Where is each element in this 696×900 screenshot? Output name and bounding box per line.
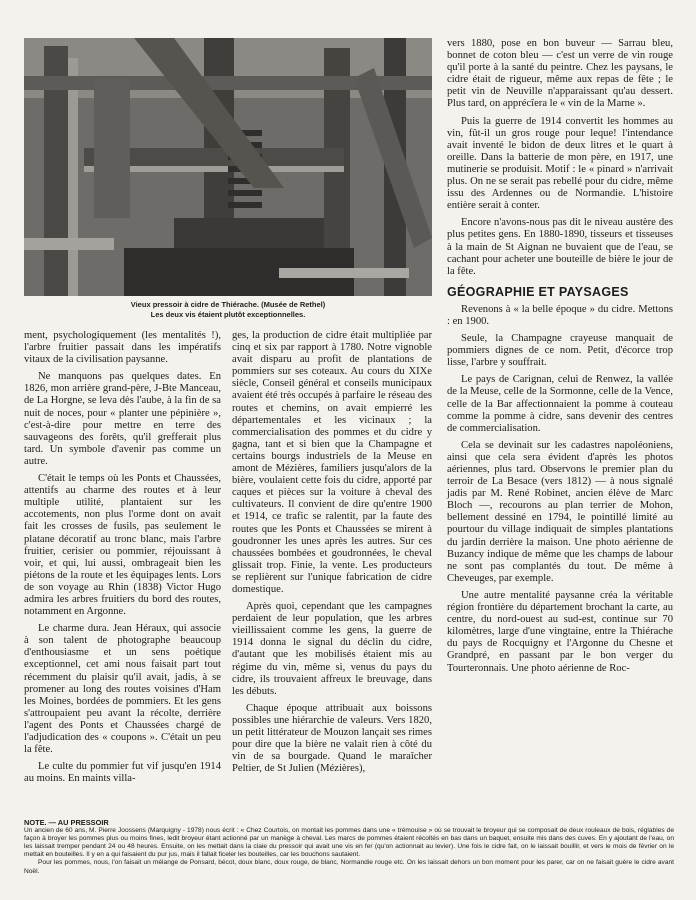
cider-press-photo	[24, 38, 432, 296]
paragraph: Le culte du pommier fut vif jusqu'en 1914 au moins. En maints villa-	[24, 761, 221, 785]
footnote-paragraph: Un ancien de 60 ans, M. Pierre Joossens (Marquigny - 1978) nous écrit : « Chez Courtois, on montait les pommes dans une « trémouise » où se trouvait le broyeur qui se composait de deux rouleaux de bois, réglables de façon à broyer les pommes plus ou moins fines, ledit broyeur étant actionné par un manège à cheval. Les marcs de pommes étaient récoltés en bas dans un baquet, ensuite mis dans des cuves. En y ajoutant de l'eau, on les laissait tremper pendant 24 ou 48 heures. Ensuite, on les mettait dans la claie du pressoir qui avait une vis en fer (qu'on actionnait au levier). Une fois le cidre fait, on le laissait bouillir, et vers le mois de février on le mettait en bouteilles. Il y en a qui faisaient du pur jus, mais il fallait ficeler les bouteilles, car les bouchons sautaient.	[24, 827, 674, 859]
column-1	[24, 330, 221, 790]
paragraph: Revenons à « la belle époque » du cidre. Mettons : en 1900.	[447, 303, 673, 327]
footnote	[24, 819, 674, 876]
paragraph: Une autre mentalité paysanne créa la véritable région frontière du département brochant la carte, au centre, du nord-ouest au sud-est, continue sur 70 kilomètres, large d'une vingtaine, entre la Thiérache du pays de Rocquigny et l'Argonne du Chesne et Grandpré, en passant par le bon verger du Tourteronnais. Une photo aérienne de Roc-	[447, 589, 673, 674]
column-2	[232, 330, 432, 780]
paragraph: ment, psychologiquement (les mentalités !), l'arbre fruitier passait dans les impératifs vitaux de la civilisation paysanne.	[24, 330, 221, 366]
paragraph: Chaque époque attribuait aux boissons possibles une hiérarchie de valeurs. Vers 1820, un petit littérateur de Mouzon lançait ses rimes pour dire que la bière ne valait rien à côté du vin de sa bourgade. Quand le maraîcher Peltier, de St Julien (Mézières),	[232, 702, 432, 775]
paragraph: Puis la guerre de 1914 convertit les hommes au vin, fût-il un gros rouge pour leque! l'intendance avait inventé le bidon de deux litres et le quart à oreille. Dans la batterie de mon père, en 1917, une mutinerie se produisit. Motif : le « pinard » n'arrivait plus. On ne se serait pas rebellé pour du cidre, même issu des Ardennes ou de Normandie. L'histoire entière serait à conter.	[447, 115, 673, 212]
footnote-title: NOTE. — AU PRESSOIR	[24, 818, 109, 827]
caption-line: Les deux vis étaient plutôt exceptionnelles.	[150, 309, 306, 319]
paragraph: Ne manquons pas quelques dates. En 1826, mon arrière grand-père, J-Bte Manceau, de La Horgne, se leva dès l'aube, à la fin de sa nuit de noces, pour « planter une pépinière », c'est-à-dire pour mettre en terre des sauvageons des forêts, qu'il grefferait plus tard. Un symbole d'avenir pas comme un autre.	[24, 371, 221, 467]
paragraph: vers 1880, pose en bon buveur — Sarrau bleu, bonnet de coton bleu — c'est un verre de vin rouge qu'il porte à la santé du peintre. Chez les paysans, le cidre était de rigueur, même aux repas de fête ; le petit vin de Neuville n'apparaissant qu'au dessert. Plus tard, on apprécîera le « vin de la Marne ».	[447, 38, 673, 110]
cider-press-illustration	[24, 38, 432, 296]
photo-caption	[24, 300, 432, 319]
column-3	[447, 38, 673, 680]
paragraph: Après quoi, cependant que les campagnes perdaient de leur population, que les arbres vieillissaient comme les gens, la guerre de 1914 donna le signal du déclin du cidre, d'autant que les mobilisés étaient mis au régime du vin, même si, venus du pays du cidre, ils trouvaient affreux le breuvage, dans les débuts.	[232, 601, 432, 697]
paragraph: ges, la production de cidre était multipliée par cinq et six par rapport à 1780. Notre vignoble avait disparu au profit de plantations de pommiers sur ses coteaux. Au cours du XIXe siècle, Conseil général et conseils municipaux avaient été très occupés à parfaire le réseau des routes et chemins, on avait empierré les départementales et les vicinaux ; la commercialisation des pommes et du cidre y gagna, tant et si bien que la Champagne et certains bourgs industriels de la Meuse en amont de Mézières, familiers jusqu'alors de la bière, voulaient cette fois du cidre, apporté par caques et pièces sur la voiture à cheval des cultivateurs. Il convient de dire qu'entre 1900 et 1914, ce trafic se ralentit, par la faute des routes que les Ponts et Chaussées se mirent à goudronner les unes après les autres. Sur ces chaussées bombées et goudronnées, le cheval glissait trop. Finie, la vente. Les producteurs se replièrent sur l'unique fabrication de cidre domestique.	[232, 330, 432, 595]
paragraph: Cela se devinait sur les cadastres napoléoniens, ainsi que cela sera évident d'après les photos aériennes, plus tard. Observons le premier plan du terroir de La Besace (vers 1812) — à nous signalé jadis par M. René Robinet, ancien élève de Marc Bloch —, recourons au plan terrier de Mohon, bellement dessiné en 1794, le pointillé limité au pourtour du village indiquait de simples plantations du jardin derrière la maison. Une photo aérienne de Buzancy indique de même que les champs de labour ne sont pas complantés du tout. De même à Cheveuges, par exemple.	[447, 439, 673, 584]
caption-line: Vieux pressoir à cidre de Thiérache. (Musée de Rethel)	[130, 300, 326, 309]
paragraph: Seule, la Champagne crayeuse manquait de pommiers dignes de ce nom. Petit, d'écorce trop lisse, l'arbre y souffrait.	[447, 333, 673, 369]
paragraph: C'était le temps où les Ponts et Chaussées, attentifs au charme des routes et à leur multiple utilité, plantaient sur les accotements, non plus l'orme dont on avait fait les crosses de fusils, pas seulement le platane décoratif au tronc blanc, mais l'arbre fruitier, cerisier ou pommier, réjouissant à voir, et qui, lui aussi, ombrageait bien les piétons de la route et les équipages lents. Lors de son voyage au Rhin (1838) Victor Hugo admira les arbres fruitiers du bord des routes, notamment en Argonne.	[24, 473, 221, 618]
paragraph: Encore n'avons-nous pas dit le niveau austère des plus petites gens. En 1880-1890, tisseurs et tisseuses à la main de St Aignan ne buvaient que de l'eau, se cachant pour acheter une bouteille de bière le jour de la fête.	[447, 217, 673, 277]
paragraph: Le charme dura. Jean Héraux, qui associe à son talent de photographe beaucoup d'enthousiasme et un sens poétique exceptionnel, cet ami nous faisait part tout récemment du plaisir qu'il avait, jadis, à se promener au long des routes voisines d'Ham les Moines, bordées de pommiers. Et les gens s'attroupaient peu avant la récolte, derrière l'agent des Ponts et Chaussées chargé de l'adjudication des « coupons ». C'était un peu la fête.	[24, 623, 221, 756]
footnote-paragraph: Pour les pommes, nous, l'on faisait un mélange de Ponsard, bécot, doux blanc, doux rouge, de blanc, Normandie rouge etc. On les laissait dehors un bon moment pour les parer, car on ne faisait guère le cidre avant Noël.	[24, 859, 674, 875]
paragraph: Le pays de Carignan, celui de Renwez, la vallée de la Meuse, celle de la Sormonne, celle de la Vence, celle de la Bar affectionnaient la pomme à couteau comme la pomme à cidre, sans devenir des centres de commercialisation.	[447, 374, 673, 434]
section-heading: GÉOGRAPHIE ET PAYSAGES	[447, 284, 629, 299]
